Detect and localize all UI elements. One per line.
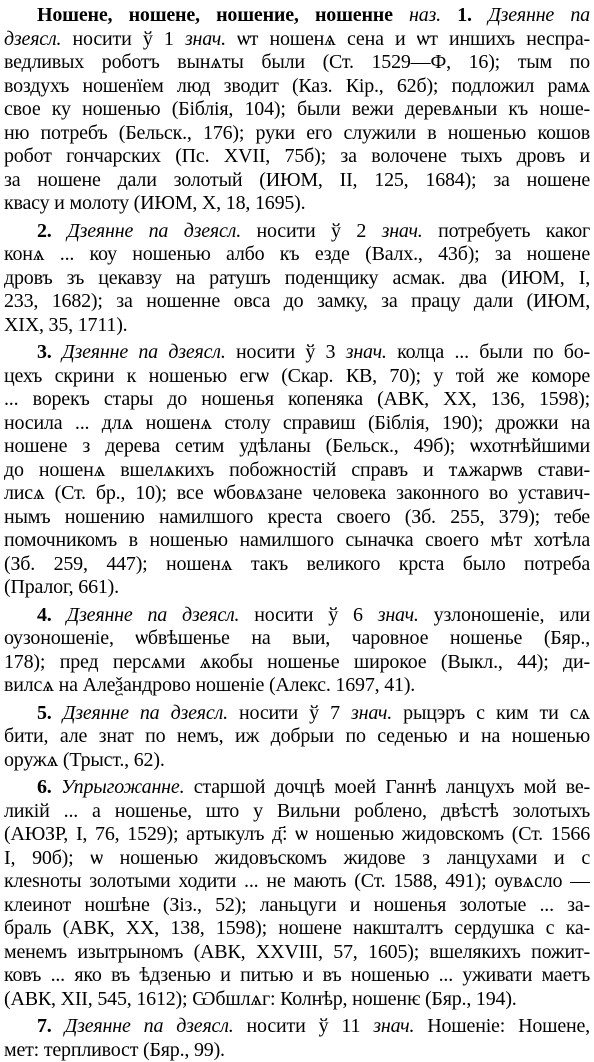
- sense-number: 3.: [37, 341, 52, 363]
- text-segment: помочникомъ в ношенью намилшого сыначка своего мѣт хотѣла: [4, 529, 590, 551]
- text-segment: носити ў 2: [241, 220, 382, 242]
- text-segment: (Пралог, 661).: [4, 576, 119, 598]
- text-line: [4, 435, 590, 459]
- text-segment: Ношеніе: Ношене,: [414, 1015, 590, 1037]
- text-segment: менемъ изытрыномъ (АВК, XXVIII, 57, 1605); вшелякихъ пожит-: [4, 941, 590, 963]
- text-segment: носити ў 11: [234, 1015, 374, 1037]
- italic-label: наз.: [409, 4, 441, 26]
- text-line: [4, 651, 590, 675]
- text-segment: старшой дочцѣ моей Ганнѣ ланцухъ мой ве-: [184, 776, 590, 798]
- text-line: [4, 749, 590, 773]
- text-segment: 233, 1682); за ношенне овса до замку, за працу дали (ИЮМ,: [4, 290, 590, 312]
- text-line: [4, 1015, 590, 1039]
- dictionary-entry: [4, 4, 590, 1062]
- text-segment: потребуеть каког: [423, 220, 590, 242]
- text-segment: носити ў 7: [228, 702, 351, 724]
- sense-paragraph-s3: [4, 341, 590, 600]
- text-line: [4, 365, 590, 389]
- text-segment: рыцэръ с ким ти сѧ: [392, 702, 590, 724]
- text-segment: [52, 220, 68, 242]
- text-segment: ликій ... а ношенье, што у Вильни роблено, двѣстѣ золотыхъ: [4, 800, 590, 822]
- text-line: [4, 341, 590, 365]
- text-line: [4, 870, 590, 894]
- text-line: [4, 314, 590, 338]
- text-segment: клеинот ношѣне (Зіз., 52); ланьцуги и ношенья золотые ... за-: [4, 894, 590, 916]
- text-line: [4, 122, 590, 146]
- italic-label: Упрыгожанне.: [61, 776, 184, 798]
- sense-paragraph-s1: [4, 4, 590, 216]
- text-segment: ковъ ... яко въ ѣдзенью и питью и въ ношенью ... уживати маетъ: [4, 964, 590, 986]
- text-segment: дровъ зъ цекавзу на ратушъ поденщику асмак. два (ИЮМ, I,: [4, 267, 590, 289]
- text-line: [4, 529, 590, 553]
- text-line: [4, 776, 590, 800]
- text-line: [4, 482, 590, 506]
- text-line: [4, 894, 590, 918]
- sense-paragraph-s2: [4, 220, 590, 338]
- text-segment: носила ... длѧ ношенѧ столу справиш (Біблія, 190); дрожки на: [4, 412, 590, 434]
- text-line: [4, 506, 590, 530]
- text-segment: цехъ скрини к ношенью егѡ (Скар. КВ, 70); у той же коморе: [4, 365, 590, 387]
- text-segment: бити, але знат по немъ, иж добрыи по седенью и на ношенью: [4, 725, 590, 747]
- italic-label: Дзеянне па дзеясл.: [63, 702, 228, 724]
- italic-label: Дзеянне па дзеясл.: [67, 604, 240, 626]
- text-segment: свое ку ношенью (Біблія, 104); были вежи деревѧныи къ ноше-: [4, 98, 590, 120]
- text-line: [4, 267, 590, 291]
- italic-label: Дзеянне па дзеясл.: [65, 1015, 234, 1037]
- text-segment: [393, 4, 409, 26]
- text-line: [4, 988, 590, 1012]
- text-segment: ню потребъ (Бельск., 176); руки его служили в ношенью кошов: [4, 122, 590, 144]
- text-line: [4, 28, 590, 52]
- text-line: [4, 702, 590, 726]
- italic-label: знач.: [185, 28, 226, 50]
- sense-number: 5.: [37, 702, 52, 724]
- text-line: [4, 388, 590, 412]
- sense-number: 7.: [37, 1015, 52, 1037]
- text-line: [4, 1039, 590, 1062]
- text-segment: узлоношеніе, или: [419, 604, 590, 626]
- text-segment: нымъ ношению намилшого креста своего (Зб. 255, 379); тебе: [4, 506, 590, 528]
- text-line: [4, 169, 590, 193]
- text-line: [4, 75, 590, 99]
- text-segment: ... ворекъ стары до ношенья копеняка (АВК, XX, 136, 1598);: [4, 388, 590, 410]
- italic-label: Дзеянне па: [488, 4, 590, 26]
- text-line: [4, 4, 590, 28]
- sense-number: 2.: [37, 220, 52, 242]
- text-segment: колца ... были по бо-: [387, 341, 590, 363]
- text-segment: (АВК, XII, 545, 1612); Ѡбшлѧг: Колнѣр, ношенѥ (Бяр., 194).: [4, 988, 517, 1010]
- text-segment: [52, 1015, 65, 1037]
- text-line: [4, 459, 590, 483]
- text-segment: 178); пред персѧми ѧкобы ношенье широкое (Выкл., 44); ди-: [4, 651, 590, 673]
- text-segment: [52, 604, 67, 626]
- text-segment: [52, 776, 61, 798]
- italic-label: Дзеянне па дзеясл.: [62, 341, 226, 363]
- text-line: [4, 917, 590, 941]
- sense-number: 4.: [37, 604, 52, 626]
- text-segment: [52, 702, 63, 724]
- sense-number: 6.: [37, 776, 52, 798]
- text-line: [4, 576, 590, 600]
- text-line: [4, 847, 590, 871]
- text-segment: носити ў 6: [239, 604, 377, 626]
- text-segment: оружѧ (Трыст., 62).: [4, 749, 165, 771]
- text-segment: оузоношеніе, ѡбвѣшенье на выи, чаровное ношенье (Бяр.,: [4, 627, 590, 649]
- italic-label: знач.: [346, 341, 387, 363]
- text-line: [4, 290, 590, 314]
- text-line: [4, 51, 590, 75]
- text-segment: за ношене дали золотый (ИЮМ, II, 125, 1684); за ношене: [4, 169, 590, 191]
- text-line: [4, 412, 590, 436]
- text-line: [4, 243, 590, 267]
- italic-label: Дзеянне па дзеясл.: [67, 220, 241, 242]
- sense-paragraph-s4: [4, 604, 590, 698]
- text-segment: носити ў 1: [61, 28, 185, 50]
- sense-paragraph-s6: [4, 776, 590, 1011]
- text-line: [4, 823, 590, 847]
- sense-paragraph-s5: [4, 702, 590, 773]
- text-line: [4, 553, 590, 577]
- italic-label: знач.: [382, 220, 423, 242]
- text-segment: (Зб. 259, 447); ношенѧ такъ великого крста было потреба: [4, 553, 590, 575]
- text-segment: [441, 4, 457, 26]
- text-segment: XIX, 35, 1711).: [4, 314, 127, 336]
- text-line: [4, 192, 590, 216]
- sense-paragraph-s7: [4, 1015, 590, 1062]
- headword: Ношене, ношене, ношение, ношенне: [37, 4, 393, 26]
- text-line: [4, 674, 590, 698]
- text-segment: лисѧ (Ст. бр., 10); все ѡбовѧзане человека законного во уставич-: [4, 482, 590, 504]
- sense-number: 1.: [457, 4, 472, 26]
- text-segment: конѧ ... коу ношенью албо къ езде (Валх., 43б); за ношене: [4, 243, 590, 265]
- text-segment: до ношенѧ вшелѧкихъ побожностій справъ и тѧжарѡв стави-: [4, 459, 590, 481]
- italic-label: знач.: [373, 1015, 414, 1037]
- text-line: [4, 941, 590, 965]
- italic-label: знач.: [378, 604, 419, 626]
- text-segment: [472, 4, 488, 26]
- text-line: [4, 800, 590, 824]
- text-segment: браль (АВК, XX, 138, 1598); ношене накшталтъ сердушка с ка-: [4, 917, 590, 939]
- text-line: [4, 604, 590, 628]
- text-line: [4, 98, 590, 122]
- text-line: [4, 627, 590, 651]
- text-segment: носити ў 3: [226, 341, 346, 363]
- text-segment: клеѕноты золотыми ходити ... не мають (Ст. 1588, 491); оувѧсло —: [4, 870, 590, 892]
- text-segment: воздухъ ношенїем люд зводит (Каз. Кір., 62б); подложил рамѧ: [4, 75, 590, 97]
- italic-label: знач.: [351, 702, 392, 724]
- italic-label: дзеясл.: [4, 28, 61, 50]
- text-line: [4, 964, 590, 988]
- text-segment: (АЮЗР, I, 76, 1529); артыкулъ д҃: ѡ ношенью жидовскомъ (Ст. 1566: [4, 823, 590, 845]
- text-segment: ѡт ношенѧ сена и ѡт иншихъ неспра-: [226, 28, 590, 50]
- text-segment: робот гончарских (Пс. XVII, 75б); за волочене тыхъ дровъ и: [4, 145, 590, 167]
- text-line: [4, 725, 590, 749]
- text-segment: ношене з дерева сетим удѣланы (Бельск., 49б); ѡхотнѣйшими: [4, 435, 590, 457]
- text-segment: ведливых роботъ вынѧты были (Ст. 1529—Ф, 16); тым по: [4, 51, 590, 73]
- text-line: [4, 220, 590, 244]
- text-line: [4, 145, 590, 169]
- text-segment: квасу и молоту (ИЮМ, X, 18, 1695).: [4, 192, 305, 214]
- text-segment: мет: терпливост (Бяр., 99).: [4, 1039, 225, 1061]
- text-segment: [52, 341, 62, 363]
- text-segment: I, 90б); ѡ ношенью жидовъскомъ жидове з ланцухами и с: [4, 847, 590, 869]
- text-segment: вилсѧ на Алеѯандрово ношеніе (Алекс. 1697, 41).: [4, 674, 415, 696]
